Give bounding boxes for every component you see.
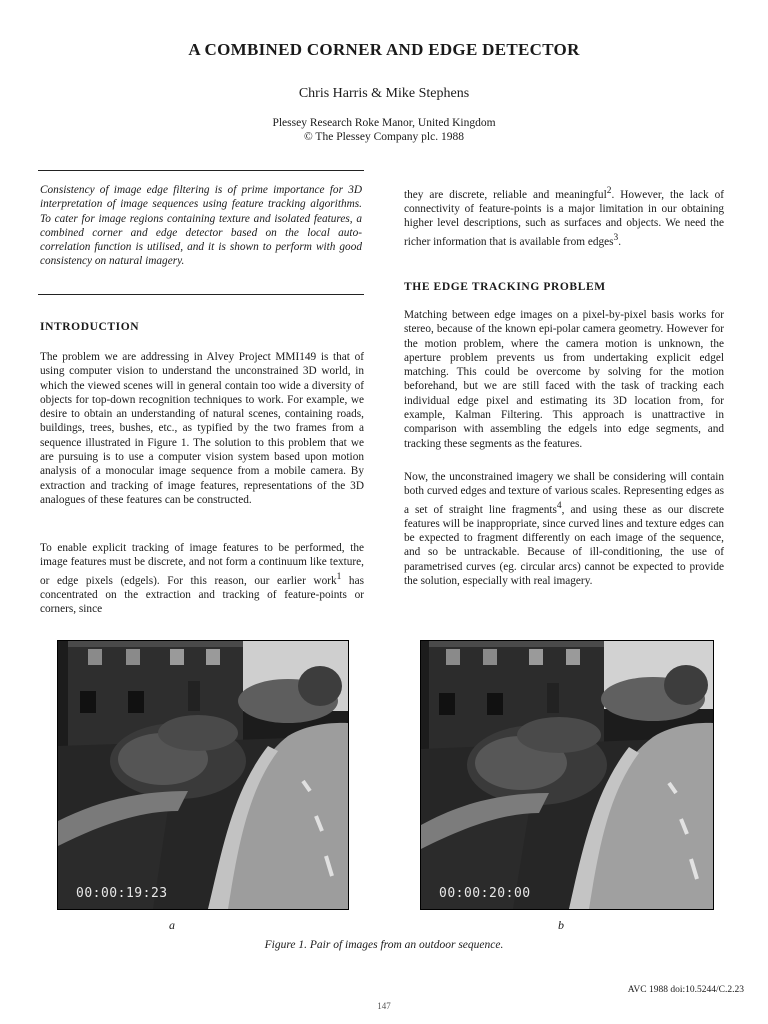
doi-reference: AVC 1988 doi:10.5244/C.2.23 (627, 985, 744, 995)
citation-3: 3 (613, 232, 619, 243)
abstract-rule-top (38, 170, 364, 171)
paper-title: A COMBINED CORNER AND EDGE DETECTOR (188, 40, 580, 59)
authors: Chris Harris & Mike Stephens (298, 86, 470, 101)
introduction-paragraph-2: To enable explicit tracking of image features to be performed, the image features must be discrete, and not form a continuum like texture, or edge pixels (edgels). For this reason, our earlier work$^1$ has concentrated on the extraction and tracking of feature-points or corners, since (40, 542, 364, 615)
introduction-paragraph-1: The problem we are addressing in Alvey Project MMI149 is that of using computer vision to understand the unconstrained 3D world, in which the viewed scenes will in general contain too wide a diversity of objects for top-down recognition techniques to work. For example, we desire to obtain an understanding of natural scenes, containing roads, buildings, trees, bushes, etc., as typified by the two frames from a sequence illustrated in Figure 1. The solution to this problem that we are pursuing is to use a computer vision system based upon motion analysis of a monocular image sequence from a mobile camera. By extraction and tracking of image features, representations of the 3D analogues of these features can be constructed. (40, 351, 364, 506)
copyright: © The Plessey Company plc. 1988 (304, 131, 464, 143)
edge-tracking-paragraph-1: Matching between edge images on a pixel-by-pixel basis works for stereo, because of the known epi-polar camera geometry. However for the motion problem, where the camera motion is unknown, the aperture problem prevents us from undertaking explicit edgel matching. This could be overcome by solving for the motion beforehand, but we are still faced with the task of tracking each individual edge pixel and estimating its 3D location from, for example, Kalman Filtering. This approach is unattractive in comparison with assembling the edgels into edge segments, and tracking these segments as the features. (404, 309, 724, 450)
timecode-a: 00:00:19:23 (76, 886, 168, 901)
figure-caption: Figure 1. Pair of images from an outdoor sequence. (264, 939, 504, 951)
edge-tracking-heading: THE EDGE TRACKING PROBLEM (404, 281, 606, 293)
citation-2: 2 (606, 186, 612, 196)
affiliation: Plessey Research Roke Manor, United Kingdom (272, 117, 496, 129)
citation-1: 1 (336, 571, 342, 582)
figure-label-b: b (558, 918, 564, 932)
abstract-rule-bottom (38, 294, 364, 295)
edge-tracking-paragraph-2: Now, the unconstrained imagery we shall be considering will contain both curved edges and texture of various scales. Representing edges as a set of straight line fragments$^4$, and using these as our discrete features will be inappropriate, since curved lines and texture edges can be expected to fragment differently on each image of the sequence, and so be untrackable. Because of ill-conditioning, the use of parametrised curves (eg. circular arcs) cannot be expected to provide the solution, especially with real imagery. (404, 471, 724, 587)
page-number: 147 (377, 1001, 391, 1011)
citation-4: 4 (556, 500, 562, 511)
timecode-b: 00:00:20:00 (439, 886, 531, 901)
introduction-heading: INTRODUCTION (40, 321, 140, 333)
figure-image-b (420, 640, 714, 910)
abstract: Consistency of image edge filtering is of prime importance for 3D interpretation of image sequences using feature tracking algorithms. To cater for image regions containing texture and isolated features, a combined corner and edge detector based on the local auto-correlation function is utilised, and it is shown to perform with good consistency on natural imagery. (40, 184, 362, 268)
right-column-paragraph: they are discrete, reliable and meaningful$^2$. However, the lack of connectivity of feature-points is a major limitation in our obtaining higher level descriptions, such as surfaces and objects. We need the richer information that is available from edges$^3$. (404, 186, 724, 248)
figure-label-a: a (169, 918, 175, 932)
figure-image-a (57, 640, 349, 910)
